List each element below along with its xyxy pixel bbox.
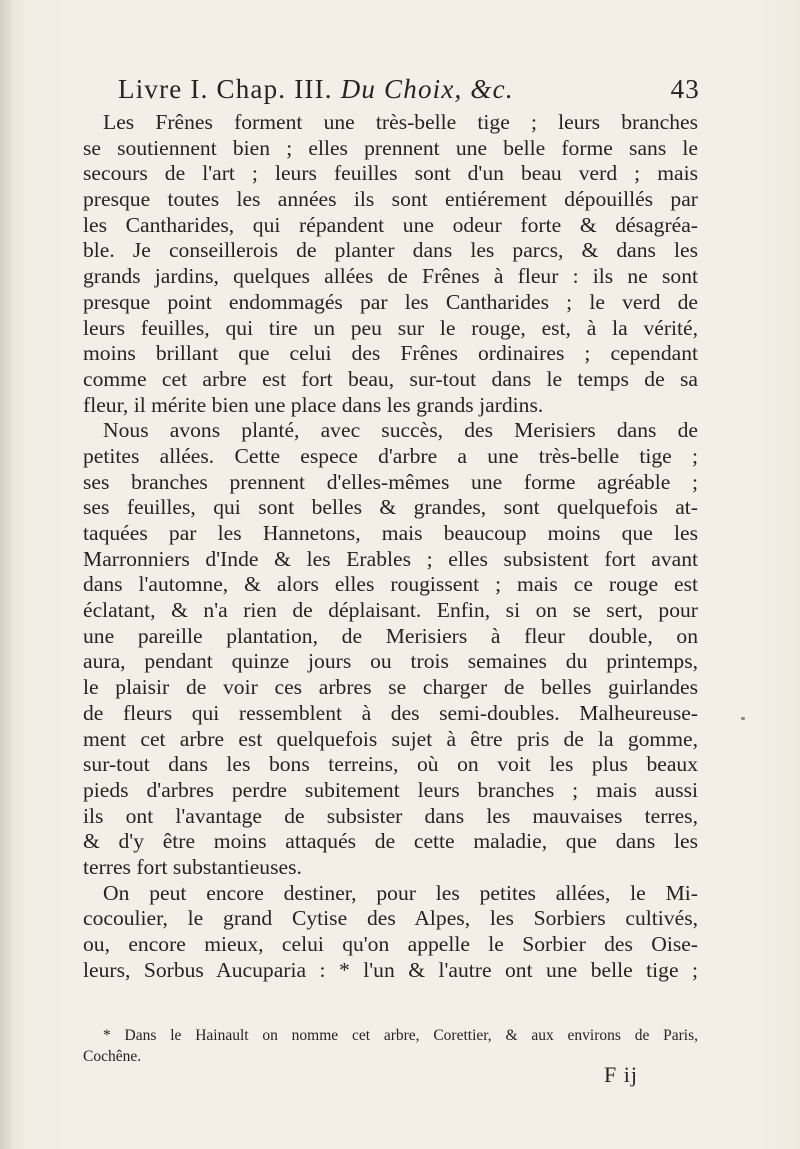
- body-text: [83, 110, 698, 983]
- text-line: ses branches prennent d'elles-mêmes une forme agréable ;: [83, 469, 698, 494]
- running-head-left: [118, 74, 514, 105]
- text-line: presque point endommagés par les Cantharides ; le verd de: [83, 289, 698, 314]
- text-line: leurs feuilles, qui tire un peu sur le rouge, est, à la vérité,: [83, 315, 698, 340]
- text-line: secours de l'art ; leurs feuilles sont d'un beau verd ; mais: [83, 161, 698, 186]
- footnote-line: * Dans le Hainault on nomme cet arbre, Corettier, & aux environs de Paris,: [103, 1027, 698, 1044]
- text-line: sur-tout dans les bons terreins, où on voit les plus beaux: [83, 752, 698, 777]
- text-line: grands jardins, quelques allées de Frênes à fleur : ils ne sont: [83, 264, 698, 289]
- gutter-shadow: [0, 0, 14, 1149]
- text-line: ses feuilles, qui sont belles & grandes, sont quelquefois at-: [83, 495, 698, 520]
- text-line: moins brillant que celui des Frênes ordinaires ; cependant: [83, 341, 698, 366]
- text-line: Les Frênes forment une très-belle tige ; leurs branches: [103, 110, 698, 134]
- text-line: le plaisir de voir ces arbres se charger de belles guirlandes: [83, 675, 698, 700]
- text-line: fleur, il mérite bien une place dans les grands jardins.: [83, 392, 544, 417]
- footnote-line: Cochêne.: [83, 1048, 142, 1065]
- text-line: ils ont l'avantage de subsister dans les mauvaises terres,: [83, 803, 698, 828]
- signature-mark: F ij: [604, 1062, 638, 1087]
- page-number: 43: [670, 74, 700, 104]
- text-line: de fleurs qui ressemblent à des semi-doubles. Malheureuse-: [83, 700, 698, 725]
- running-head-chapter: Livre I. Chap. III.: [118, 74, 333, 104]
- text-line: ou, encore mieux, celui qu'on appelle le Sorbier des Oise-: [83, 932, 698, 956]
- text-line: les Cantharides, qui répandent une odeur forte & désagréa-: [83, 212, 698, 237]
- running-head-title: Du Choix, &c.: [340, 74, 514, 104]
- text-line: aura, pendant quinze jours ou trois semaines du printemps,: [83, 649, 698, 674]
- text-line: terres fort substantieuses.: [83, 854, 302, 879]
- text-line: presque toutes les années ils sont entiérement dépouillés par: [83, 187, 698, 212]
- text-line: se soutiennent bien ; elles prennent une belle forme sans le: [83, 135, 698, 160]
- text-line: comme cet arbre est fort beau, sur-tout dans le temps de sa: [83, 366, 698, 391]
- text-line: dans l'automne, & alors elles rougissent ; mais ce rouge est: [83, 572, 698, 597]
- footnote: [83, 1025, 698, 1067]
- text-line: ment cet arbre est quelquefois sujet à être pris de la gomme,: [83, 726, 698, 751]
- text-line: pieds d'arbres perdre subitement leurs branches ; mais aussi: [83, 777, 698, 802]
- text-line: petites allées. Cette espece d'arbre a une très-belle tige ;: [83, 443, 698, 468]
- text-line: éclatant, & n'a rien de déplaisant. Enfin, si on se sert, pour: [83, 598, 698, 623]
- text-line: leurs, Sorbus Aucuparia : * l'un & l'autre ont une belle tige ;: [83, 957, 698, 982]
- paper-speck: [741, 717, 745, 720]
- running-head: [118, 74, 700, 110]
- text-line: On peut encore destiner, pour les petites allées, le Mi-: [103, 880, 698, 905]
- text-line: Marronniers d'Inde & les Erables ; elles subsistent fort avant: [83, 546, 698, 571]
- text-line: Nous avons planté, avec succès, des Merisiers dans de: [103, 418, 698, 443]
- text-line: une pareille plantation, de Merisiers à fleur double, on: [83, 623, 698, 648]
- text-line: ble. Je conseillerois de planter dans les parcs, & dans les: [83, 238, 698, 263]
- text-line: & d'y être moins attaqués de cette maladie, que dans les: [83, 829, 698, 854]
- text-line: taquées par les Hannetons, mais beaucoup moins que les: [83, 521, 698, 545]
- text-line: cocoulier, le grand Cytise des Alpes, les Sorbiers cultivés,: [83, 906, 698, 931]
